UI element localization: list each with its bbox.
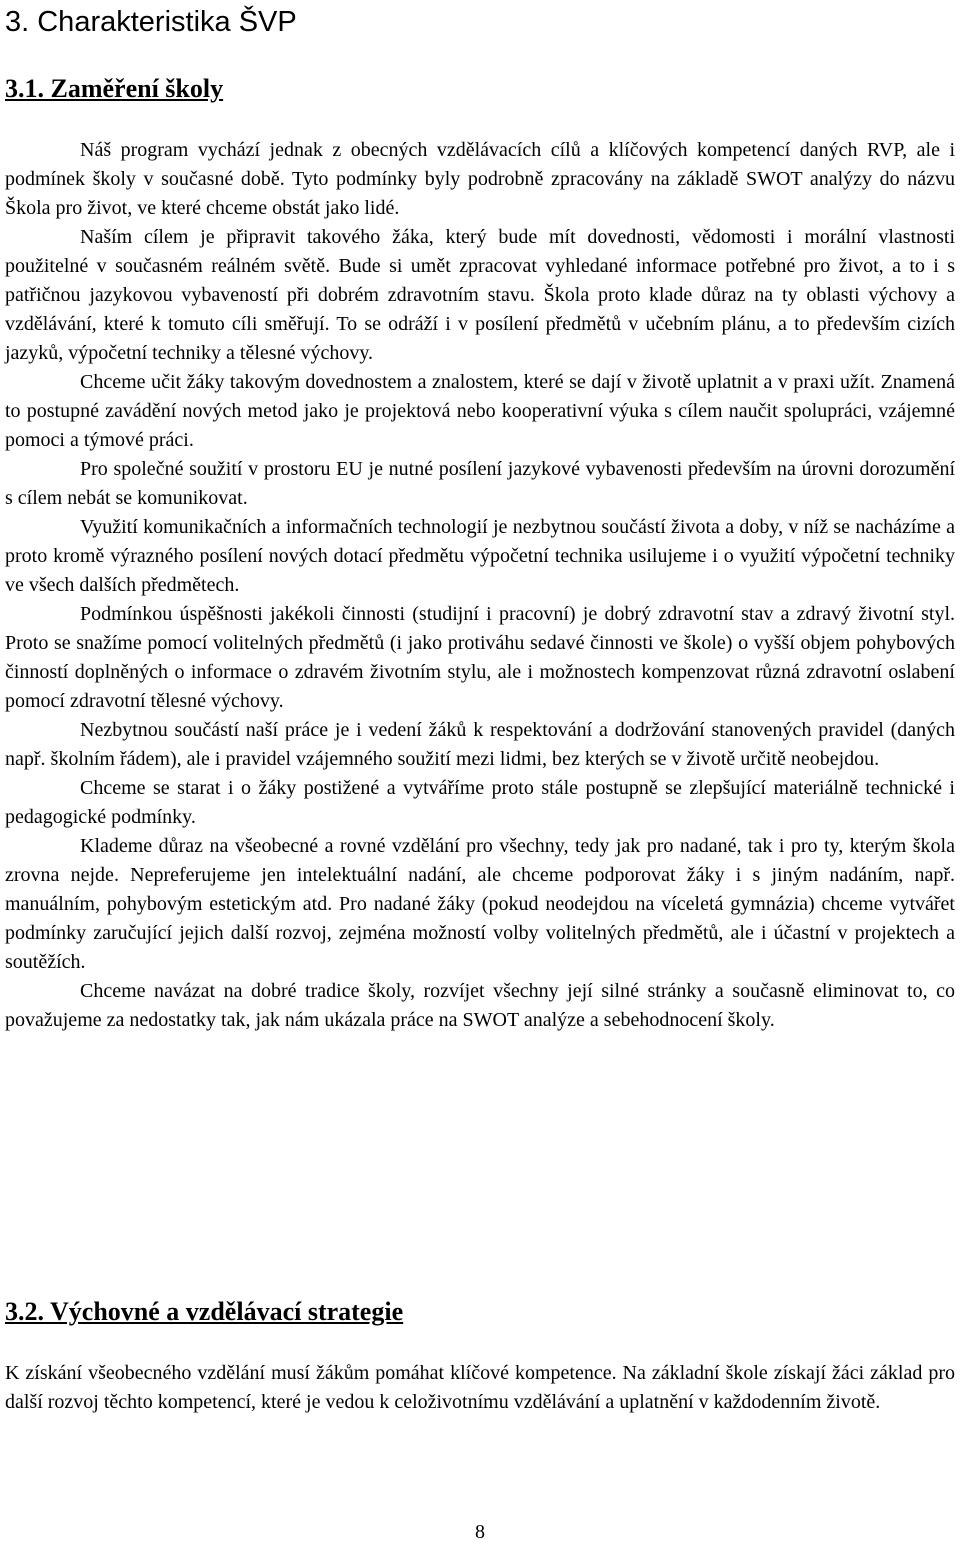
paragraph: K získání všeobecného vzdělání musí žákům pomáhat klíčové kompetence. Na základní škole získají žáci základ pro další rozvoj těchto kompetencí, které je vedou k celoživotnímu vzdělávání a uplatnění v každodenním životě. <box>5 1362 955 1413</box>
paragraph: Naším cílem je připravit takového žáka, který bude mít dovednosti, vědomosti i morální vlastnosti použitelné v současném reálném světě. Bude si umět zpracovat vyhledané informace potřebné pro život, a to i s patřičnou jazykovou vybaveností při dobrém zdravotním stavu. Škola proto klade důraz na ty oblasti výchovy a vzdělávání, které k tomuto cíli směřují. To se odráží i v posílení předmětů v učebním plánu, a to především cizích jazyků, výpočetní techniky a tělesné výchovy. <box>5 226 955 364</box>
paragraph: Klademe důraz na všeobecné a rovné vzdělání pro všechny, tedy jak pro nadané, tak i pro ty, kterým škola zrovna nejde. Nepreferujeme jen intelektuální nadání, ale chceme podporovat žáky i s jiným nadáním, např. manuálním, pohybovým estetickým atd. Pro nadané žáky (pokud neodejdou na víceletá gymnázia) chceme vytvářet podmínky zaručující jejich další rozvoj, zejména možností volby volitelných předmětů, ale i účastní v projektech a soutěžích. <box>5 835 955 973</box>
section-body-zamereni-skoly <box>5 136 955 1035</box>
paragraph: Chceme se starat i o žáky postižené a vytváříme proto stále postupně se zlepšující materiálně technické i pedagogické podmínky. <box>5 777 955 828</box>
paragraph: Nezbytnou součástí naší práce je i vedení žáků k respektování a dodržování stanovených pravidel (daných např. školním řádem), ale i pravidel vzájemného soužití mezi lidmi, bez kterých se v životě určitě neobejdou. <box>5 719 955 770</box>
paragraph: Podmínkou úspěšnosti jakékoli činnosti (studijní i pracovní) je dobrý zdravotní stav a zdravý životní styl. Proto se snažíme pomocí volitelných předmětů (i jako protiváhu sedavé činnosti ve škole) o vyšší objem pohybových činností doplněných o informace o zdravém životním stylu, ale i možnostech kompenzovat různá zdravotní oslabení pomocí zdravotní tělesné výchovy. <box>5 603 955 712</box>
section-title-vychovne-strategie: 3.2. Výchovné a vzdělávací strategie <box>5 1297 404 1326</box>
paragraph: Náš program vychází jednak z obecných vzdělávacích cílů a klíčových kompetencí daných RVP, ale i podmínek školy v současné době. Tyto podmínky byly podrobně zpracovány na základě SWOT analýzy do názvu Škola pro život, ve které chceme obstát jako lidé. <box>5 139 955 219</box>
paragraph: Chceme učit žáky takovým dovednostem a znalostem, které se dají v životě uplatnit a v praxi užít. Znamená to postupné zavádění nových metod jako je projektová nebo kooperativní výuka s cílem naučit spolupráci, vzájemné pomoci a týmové práci. <box>5 371 955 451</box>
section-title-zamereni-skoly: 3.1. Zaměření školy <box>5 74 224 103</box>
section-body-vychovne-strategie <box>5 1359 955 1417</box>
paragraph: Chceme navázat na dobré tradice školy, rozvíjet všechny její silné stránky a současně eliminovat to, co považujeme za nedostatky tak, jak nám ukázala práce na SWOT analýze a sebehodnocení školy. <box>5 980 955 1031</box>
page-number: 8 <box>475 1521 485 1543</box>
paragraph: Využití komunikačních a informačních technologií je nezbytnou součástí života a doby, v níž se nacházíme a proto kromě výrazného posílení nových dotací předmětu výpočetní technika usilujeme i o využití výpočetní techniky ve všech dalších předmětech. <box>5 516 955 596</box>
paragraph: Pro společné soužití v prostoru EU je nutné posílení jazykové vybavenosti především na úrovni dorozumění s cílem nebát se komunikovat. <box>5 458 955 509</box>
chapter-title: 3. Charakteristika ŠVP <box>5 6 297 38</box>
